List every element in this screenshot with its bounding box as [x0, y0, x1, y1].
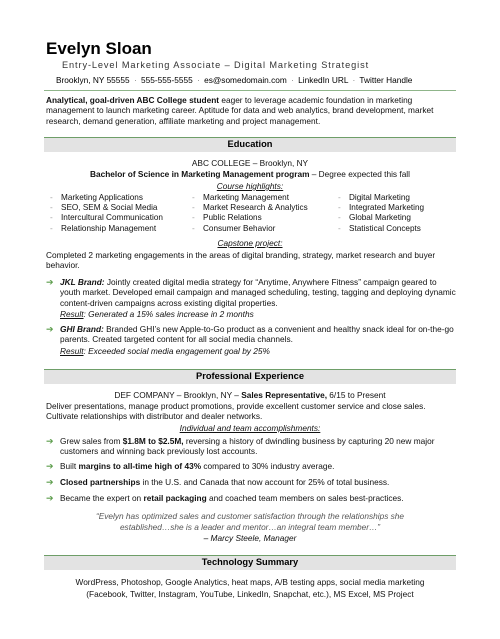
capstone-jkl — [46, 277, 456, 308]
education-degree — [44, 169, 456, 179]
accomplishment-text: Became the expert on — [60, 493, 144, 503]
course-item: - Digital Marketing — [338, 193, 424, 203]
job-dates: 6/15 to Present — [327, 390, 386, 400]
contact-location: Brooklyn, NY 55555 — [56, 75, 130, 85]
testimonial-line-2: established…she is a leader and mentor…an integral team member…” — [119, 522, 381, 532]
accomplishment-text: Built — [60, 461, 79, 471]
contact-separator: · — [291, 75, 294, 85]
accomplishment-bold: retail packaging — [143, 493, 207, 503]
course-item: - Statistical Concepts — [338, 224, 424, 234]
accomplishment-text: reversing a history of dwindling business by capturing 20 new major customers and winning back previously lost accounts. — [60, 436, 435, 457]
summary-text: eager to leverage academic foundation in marketing management to launch marketing career. Aptitude for data and web analytics, brand development, market research, demand generation, affiliate marketing and project management. — [46, 95, 434, 126]
ghi-text: Branded GHI’s new Apple-to-Go product as a convenient and healthy snack ideal for on-the-go parents. Created targeted content for all social media channels. — [60, 324, 454, 345]
jkl-brand-label: JKL Brand: — [60, 277, 105, 287]
accomplishment-text: compared to 30% industry average. — [201, 461, 335, 471]
course-item: - Integrated Marketing — [338, 203, 424, 213]
accomplishment-bold: Closed partnerships — [60, 477, 141, 487]
education-title: Education — [227, 139, 273, 149]
jkl-result-text: : Generated a 15% sales increase in 2 months — [83, 309, 254, 319]
course-column-2 — [192, 193, 308, 234]
course-item: - Market Research & Analytics — [192, 203, 308, 213]
technology-line-1: WordPress, Photoshop, Google Analytics, heat maps, A/B testing apps, social media marketing — [75, 577, 425, 587]
accomplishment-text: in the U.S. and Canada that now account for 25% of total business. — [140, 477, 390, 487]
experience-section-header — [44, 369, 456, 384]
arrow-right-icon: ➔ — [46, 461, 54, 471]
accomplishment-item — [46, 493, 456, 503]
arrow-right-icon: ➔ — [46, 277, 54, 287]
contact-separator: · — [133, 75, 137, 85]
course-column-3 — [338, 193, 424, 234]
accomplishment-text: Grew sales from — [60, 436, 123, 446]
jkl-text: Jointly created digital media strategy for “Anytime, Anywhere Fitness” campaign geared to youth market. Developed email campaign and managed scheduling, testing, tagging and deploying dynamic content-driven campaigns across existing digital properties. — [60, 277, 456, 308]
accomplishment-bold: margins to all-time high of 43% — [78, 461, 202, 471]
ghi-result — [60, 346, 270, 356]
ghi-result-text: : Exceeded social media engagement goal by 25% — [83, 346, 270, 356]
accomplishment-item — [46, 461, 456, 471]
course-item: - Marketing Management — [192, 193, 308, 203]
result-label: Result — [60, 309, 84, 319]
capstone-label — [44, 238, 456, 248]
technology-line-2: (Facebook, Twitter, Instagram, YouTube, LinkedIn, Snapchat, etc.), MS Excel, MS Project — [86, 589, 414, 599]
technology-section-header — [44, 555, 456, 570]
course-item: - Marketing Applications — [50, 193, 163, 203]
jkl-result — [60, 309, 254, 319]
course-item: - Public Relations — [192, 213, 308, 223]
accomplishments-label — [44, 423, 456, 433]
accomplishment-bold: $1.8M to $2.5M, — [122, 436, 184, 446]
accomplishments-text-label: Individual and team accomplishments: — [179, 423, 321, 433]
arrow-right-icon: ➔ — [46, 493, 54, 503]
accomplishment-item — [46, 477, 456, 487]
header-rule — [44, 90, 456, 91]
contact-email[interactable]: es@somedomain.com — [204, 75, 287, 85]
course-highlights-text: Course highlights: — [216, 181, 284, 191]
testimonial-line-1: “Evelyn has optimized sales and customer satisfaction through the relationships she — [95, 511, 405, 521]
accomplishment-text: and coached team members on sales best-practices. — [206, 493, 404, 503]
candidate-subtitle: Entry-Level Marketing Associate – Digital Marketing Strategist — [62, 60, 370, 70]
course-item: - Consumer Behavior — [192, 224, 308, 234]
capstone-description: Completed 2 marketing engagements in the areas of digital branding, strategy, market research and buyer behavior. — [46, 250, 436, 271]
course-item: - Intercultural Communication — [50, 213, 163, 223]
course-item: - Global Marketing — [338, 213, 424, 223]
job-role: Sales Representative, — [241, 390, 327, 400]
degree-rest: – Degree expected this fall — [309, 169, 410, 179]
job-heading — [44, 390, 456, 400]
course-item: - Relationship Management — [50, 224, 163, 234]
capstone-text-label: Capstone project: — [217, 238, 283, 248]
arrow-right-icon: ➔ — [46, 324, 54, 334]
accomplishment-item — [46, 436, 456, 457]
result-label: Result — [60, 346, 84, 356]
education-school: ABC COLLEGE – Brooklyn, NY — [191, 158, 309, 168]
contact-linkedin[interactable]: LinkedIn URL — [298, 75, 349, 85]
job-description: Deliver presentations, manage product promotions, provide excellent customer service and close sales. Cultivate relationships with distributor and dealer networks. — [46, 401, 426, 422]
contact-line — [56, 75, 412, 85]
technology-title: Technology Summary — [201, 557, 299, 567]
contact-separator: · — [197, 75, 200, 85]
course-column-1 — [50, 193, 163, 234]
course-list — [50, 193, 454, 237]
contact-twitter[interactable]: Twitter Handle — [359, 75, 413, 85]
experience-title: Professional Experience — [196, 371, 304, 381]
degree-bold: Bachelor of Science in Marketing Management program — [89, 169, 310, 179]
arrow-right-icon: ➔ — [46, 436, 54, 446]
contact-separator: · — [352, 75, 356, 85]
course-highlights-label — [44, 181, 456, 191]
testimonial-author: – Marcy Steele, Manager — [203, 533, 297, 543]
education-section-header — [44, 137, 456, 152]
summary-paragraph — [46, 95, 456, 126]
ghi-brand-label: GHI Brand: — [60, 324, 104, 334]
arrow-right-icon: ➔ — [46, 477, 54, 487]
course-item: - SEO, SEM & Social Media — [50, 203, 163, 213]
job-company: DEF COMPANY – Brooklyn, NY – — [114, 390, 242, 400]
candidate-name: Evelyn Sloan — [46, 39, 152, 58]
contact-phone: 555-555-5555 — [141, 75, 193, 85]
capstone-ghi — [46, 324, 456, 345]
summary-bold: Analytical, goal-driven ABC College student — [46, 95, 220, 105]
